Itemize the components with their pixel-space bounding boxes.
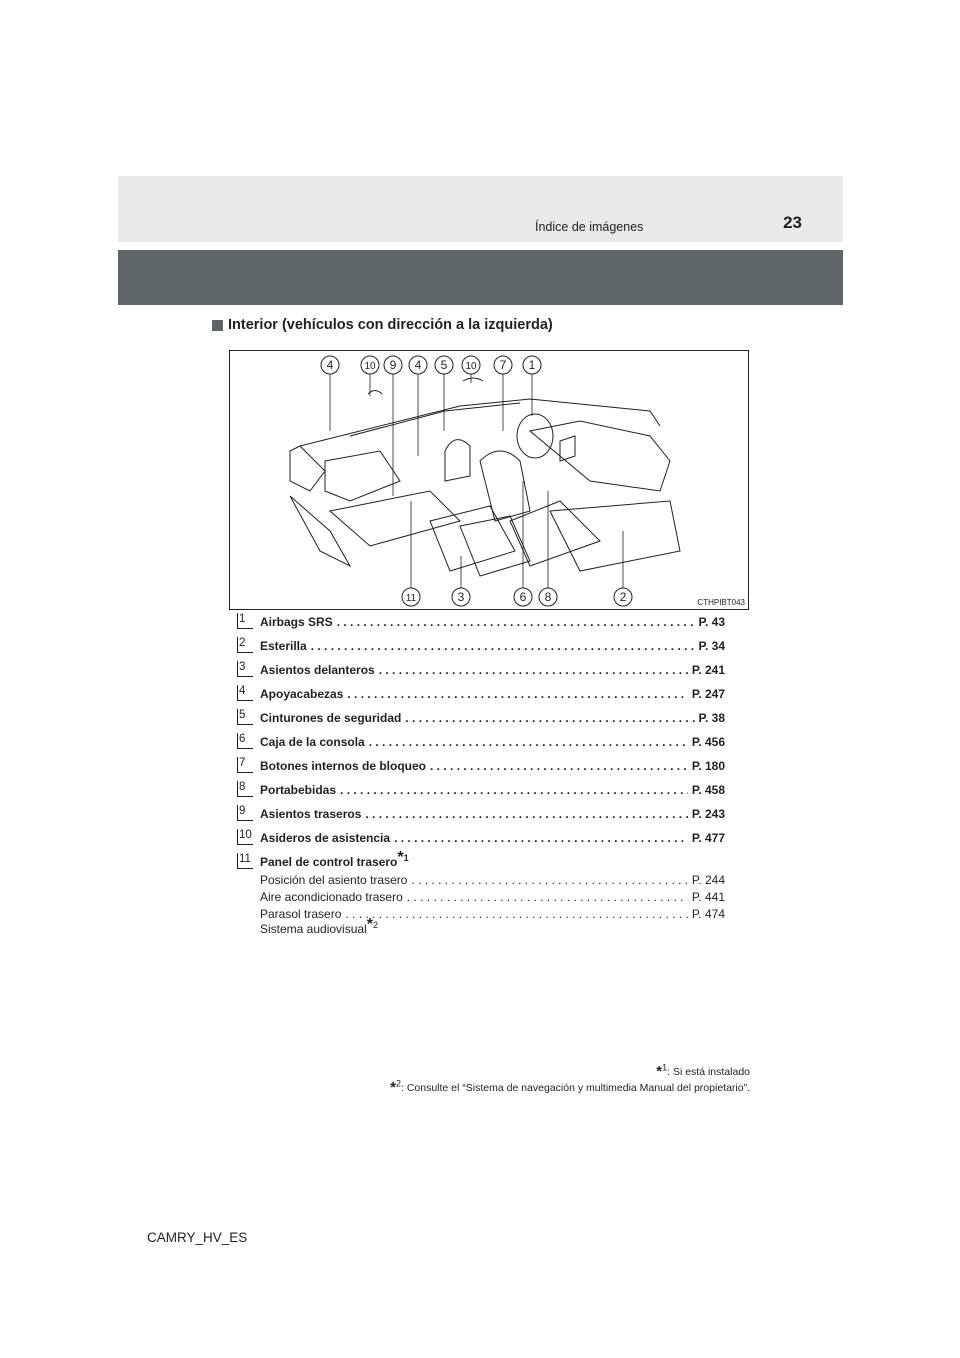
page-number: 23 bbox=[783, 213, 802, 232]
callout-2: 2 bbox=[619, 590, 627, 604]
item-number: 7 bbox=[237, 757, 253, 773]
item-page-ref: P. 34 bbox=[698, 639, 725, 653]
item-number: 3 bbox=[237, 661, 253, 677]
callout-6: 6 bbox=[519, 590, 527, 604]
footnotes bbox=[390, 1064, 750, 1096]
list-item bbox=[237, 708, 725, 732]
subitem-page-ref: P. 474 bbox=[691, 907, 725, 921]
item-page-ref: P. 241 bbox=[691, 663, 725, 677]
callout-10a: 10 bbox=[364, 361, 376, 372]
item-label: Portabebidas bbox=[260, 783, 337, 797]
subitem-label: Parasol trasero bbox=[260, 907, 342, 921]
list-item bbox=[237, 660, 725, 684]
item-number: 8 bbox=[237, 781, 253, 797]
list-item-rear-panel bbox=[237, 849, 725, 952]
item-page-ref: P. 38 bbox=[698, 711, 725, 725]
heading-text: Interior (vehículos con dirección a la izquierda) bbox=[228, 317, 553, 333]
item-page-ref: P. 458 bbox=[691, 783, 725, 797]
item-label: Botones internos de bloqueo bbox=[260, 759, 427, 773]
item-page-ref: P. 180 bbox=[691, 759, 725, 773]
callout-4a: 4 bbox=[326, 358, 334, 372]
item-label: Asientos traseros bbox=[260, 807, 362, 821]
list-item bbox=[237, 732, 725, 756]
title-band bbox=[118, 250, 843, 305]
interior-illustration bbox=[229, 350, 749, 610]
callout-8: 8 bbox=[544, 590, 552, 604]
item-label: Panel de control trasero$^{*1}$ bbox=[260, 849, 409, 869]
callout-9: 9 bbox=[389, 358, 397, 372]
list-item bbox=[237, 756, 725, 780]
list-item bbox=[237, 612, 725, 636]
subitem-label: Posición del asiento trasero bbox=[260, 873, 408, 887]
callout-5: 5 bbox=[440, 358, 448, 372]
heading-square-icon bbox=[212, 320, 223, 331]
item-number: 6 bbox=[237, 733, 253, 749]
footnote-2: *$^2$: Consulte el “Sistema de navegación y multimedia Manual del propietario”. bbox=[390, 1078, 750, 1096]
item-number: 10 bbox=[237, 829, 253, 845]
list-item bbox=[237, 804, 725, 828]
bottom-callouts bbox=[402, 588, 632, 606]
item-page-ref: P. 247 bbox=[691, 687, 725, 701]
item-label: Apoyacabezas bbox=[260, 687, 344, 701]
callout-4b: 4 bbox=[414, 358, 422, 372]
item-label: Cinturones de seguridad bbox=[260, 711, 402, 725]
subitem-label: Sistema audiovisual$^{*2}$ bbox=[260, 916, 378, 936]
subitem-page-ref: P. 441 bbox=[691, 890, 725, 904]
item-number: 1 bbox=[237, 613, 253, 629]
list-item bbox=[237, 780, 725, 804]
callout-1: 1 bbox=[528, 358, 536, 372]
item-page-ref: P. 456 bbox=[691, 735, 725, 749]
figure-code: CTHPIBT043 bbox=[697, 598, 745, 607]
subitem-page-ref: P. 244 bbox=[691, 873, 725, 887]
item-label: Caja de la consola bbox=[260, 735, 365, 749]
item-number: 5 bbox=[237, 709, 253, 725]
item-list bbox=[237, 612, 725, 952]
item-label: Airbags SRS bbox=[260, 615, 333, 629]
callout-3: 3 bbox=[457, 590, 465, 604]
callout-10b: 10 bbox=[465, 361, 477, 372]
list-item bbox=[237, 684, 725, 708]
callout-7: 7 bbox=[499, 358, 507, 372]
header-band bbox=[118, 176, 843, 242]
interior-drawing bbox=[230, 351, 748, 609]
item-page-ref: P. 477 bbox=[691, 831, 725, 845]
item-page-ref: P. 243 bbox=[691, 807, 725, 821]
top-callouts bbox=[321, 356, 541, 374]
item-label: Asideros de asistencia bbox=[260, 831, 391, 845]
list-item bbox=[237, 636, 725, 660]
item-label: Asientos delanteros bbox=[260, 663, 375, 677]
callout-11: 11 bbox=[405, 593, 417, 604]
section-title: Índice de imágenes bbox=[535, 220, 644, 234]
subitem-label: Aire acondicionado trasero bbox=[260, 890, 403, 904]
section-heading bbox=[212, 317, 553, 333]
item-number: 11 bbox=[237, 853, 253, 869]
item-number: 9 bbox=[237, 805, 253, 821]
footnote-1: *$^1$: Si está instalado bbox=[656, 1062, 750, 1080]
list-item bbox=[237, 828, 725, 852]
document-code: CAMRY_HV_ES bbox=[147, 1230, 248, 1245]
item-number: 2 bbox=[237, 637, 253, 653]
item-number: 4 bbox=[237, 685, 253, 701]
item-page-ref: P. 43 bbox=[698, 615, 725, 629]
item-label: Esterilla bbox=[260, 639, 307, 653]
